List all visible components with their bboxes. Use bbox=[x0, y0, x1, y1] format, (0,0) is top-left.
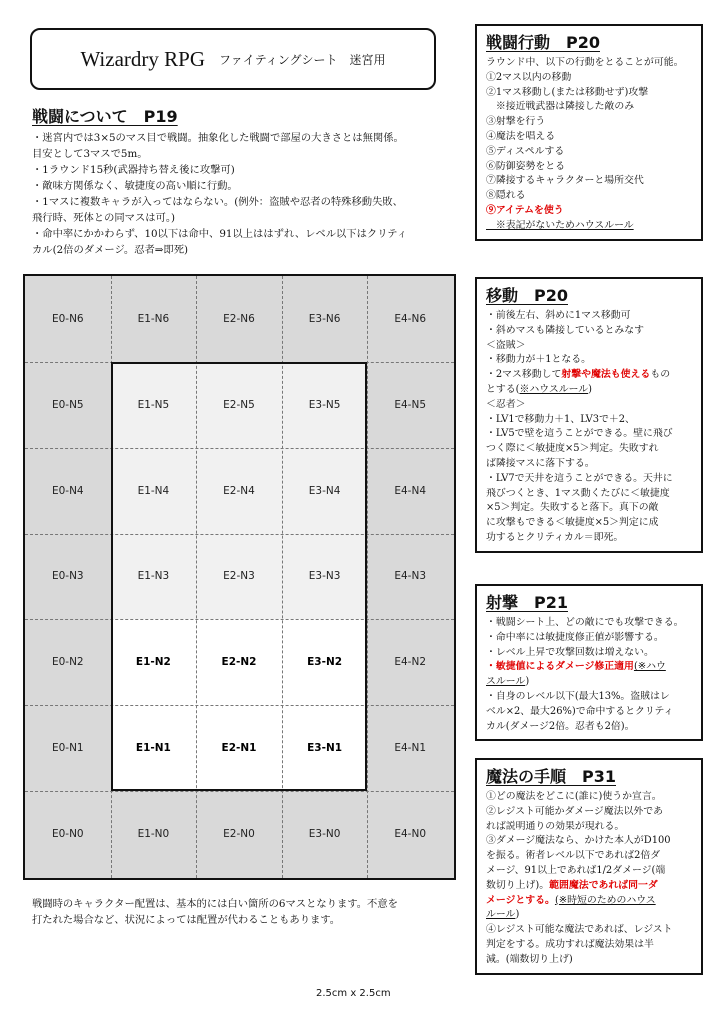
grid-cell: E3-N2 bbox=[307, 656, 343, 669]
shooting-line: ・レベル上昇で攻撃回数は増えない。 bbox=[486, 646, 654, 658]
movement-two-step-highlight: 射撃や魔法も使える bbox=[561, 369, 651, 381]
grid-cell: E1-N5 bbox=[137, 398, 170, 411]
grid-cell: E2-N4 bbox=[223, 484, 255, 497]
movement-line: ・移動力が＋1となる。 bbox=[486, 354, 592, 366]
magic-line: 判定をする。成功すれば魔法効果は半 bbox=[486, 938, 654, 950]
movement-house-rule: ※ハウスルール bbox=[519, 383, 589, 395]
magic-line: れば説明通りの効果が現れる。 bbox=[486, 820, 625, 832]
grid-cell: E4-N1 bbox=[394, 742, 426, 755]
magic-house-rule-a: (※時短のためのハウス bbox=[554, 894, 656, 906]
grid-cell: E0-N1 bbox=[51, 742, 84, 755]
grid-cell: E2-N3 bbox=[223, 570, 255, 583]
shooting-house-rule-b: スルール bbox=[486, 676, 526, 688]
action-line: ④魔法を唱える bbox=[486, 130, 556, 142]
shooting-box bbox=[475, 584, 703, 741]
magic-line: ②レジスト可能かダメージ魔法以外であ bbox=[486, 805, 664, 817]
magic-procedure-heading: 魔法の手順 P31 bbox=[486, 767, 616, 786]
grid-cell: E3-N5 bbox=[308, 398, 341, 411]
placement-note-line: 戦闘時のキャラクター配置は、基本的には白い箇所の6マスとなります。不意を bbox=[32, 898, 398, 910]
movement-line: 飛びつくとき、1マス動くたびに＜敏捷度 bbox=[486, 487, 670, 499]
shooting-modifier-line bbox=[486, 660, 694, 675]
magic-line: ④レジスト可能な魔法であれば、レジスト bbox=[486, 924, 673, 936]
about-line: ・敵味方関係なく、敏捷度の高い順に行動。 bbox=[32, 180, 238, 192]
action-item-number: ⑨ bbox=[486, 204, 496, 216]
fighting-grid bbox=[23, 274, 456, 880]
action-line: ⑦隣接するキャラクターと場所交代 bbox=[486, 175, 644, 187]
grid-cell: E1-N2 bbox=[135, 656, 171, 669]
grid-cell: E4-N5 bbox=[394, 398, 426, 411]
movement-line: ×5＞判定。失敗すると落下。真下の敵 bbox=[486, 502, 659, 514]
grid-cell: E0-N6 bbox=[51, 312, 84, 325]
magic-house-rule-line bbox=[486, 894, 694, 909]
about-line: ・命中率にかかわらず、10以下は命中、91以上ははずれ、レベル以下はクリティ bbox=[32, 228, 408, 240]
grid-cell: E1-N4 bbox=[137, 484, 170, 497]
action-item-label: アイテムを使う bbox=[495, 204, 564, 216]
about-combat-section bbox=[32, 104, 447, 258]
magic-line: 減。(端数切り上げ) bbox=[486, 953, 573, 965]
grid-cell: E2-N5 bbox=[223, 398, 255, 411]
grid-cell: E2-N0 bbox=[223, 828, 255, 841]
about-combat-heading: 戦闘について P19 bbox=[32, 107, 178, 126]
action-line: ①2マス以内の移動 bbox=[486, 71, 572, 83]
placement-note bbox=[32, 896, 452, 928]
combat-actions-heading: 戦闘行動 P20 bbox=[486, 33, 600, 52]
grid-cell: E1-N3 bbox=[137, 570, 170, 583]
magic-line: を振る。術者レベル以下であれば2倍ダ bbox=[486, 850, 661, 862]
magic-house-rule-line-2 bbox=[486, 908, 694, 923]
shooting-line: カル(ダメージ2倍。忍者も2倍)。 bbox=[486, 720, 635, 732]
magic-line: ①どの魔法をどこに(誰に)使うか宣言。 bbox=[486, 791, 662, 802]
shooting-heading: 射撃 P21 bbox=[486, 593, 568, 612]
magic-house-rule-b: ルール bbox=[486, 909, 516, 921]
magic-line: ③ダメージ魔法なら、かけた本人がD100 bbox=[486, 835, 671, 847]
sheet-subtitle: ファイティングシート 迷宮用 bbox=[218, 52, 386, 67]
grid-cell: E4-N4 bbox=[394, 484, 426, 497]
grid-cell: E4-N3 bbox=[394, 570, 426, 583]
shooting-house-rule-a: (※ハウ bbox=[633, 661, 666, 673]
movement-two-step-pre: ・2マス移動して bbox=[486, 369, 562, 381]
action-line: ⑧隠れる bbox=[486, 190, 526, 202]
sheet-title: Wizardry RPG bbox=[80, 46, 205, 71]
sheet-title-box bbox=[30, 28, 436, 90]
magic-round-up: 数切り上げ)。 bbox=[486, 879, 550, 891]
grid-cell: E2-N1 bbox=[221, 742, 257, 755]
movement-line: 功するとクリティカル＝即死。 bbox=[486, 531, 624, 543]
grid-cell: E3-N6 bbox=[308, 312, 341, 325]
action-line: ラウンド中、以下の行動をとることが可能。 bbox=[486, 57, 684, 68]
action-line: ※接近戦武器は隣接した敵のみ bbox=[486, 101, 635, 113]
movement-line: ・LV7で天井を這うことができる。天井に bbox=[486, 472, 673, 484]
action-line: ⑥防御姿勢をとる bbox=[486, 160, 566, 172]
action-line: ⑤ディスペルする bbox=[486, 145, 565, 157]
action-item-line bbox=[486, 204, 694, 219]
grid-cell: E3-N4 bbox=[308, 484, 341, 497]
movement-two-step-line bbox=[486, 368, 694, 383]
grid-cell: E3-N0 bbox=[308, 828, 341, 841]
about-line: ・1マスに複数キャラが入ってはならない。(例外：盗賊や忍者の特殊移動失敗、 bbox=[32, 196, 403, 208]
about-line: ・1ラウンド15秒(武器持ち替え後に攻撃可) bbox=[32, 164, 235, 176]
grid-scale-label: 2.5cm x 2.5cm bbox=[316, 988, 391, 999]
magic-house-rule-c: ) bbox=[515, 909, 520, 921]
shooting-line: ベル×2、最大26%)で命中するとクリティ bbox=[486, 705, 674, 717]
grid-cell: E4-N6 bbox=[394, 312, 426, 325]
movement-house-rule-line bbox=[486, 383, 694, 398]
movement-box bbox=[475, 277, 703, 553]
grid-cell: E0-N3 bbox=[51, 570, 84, 583]
shooting-modifier-highlight: ・敏捷値によるダメージ修正適用 bbox=[486, 661, 634, 673]
magic-procedure-box bbox=[475, 758, 703, 975]
grid-cell: E1-N6 bbox=[137, 312, 170, 325]
shooting-line: ・命中率には敏捷度修正値が影響する。 bbox=[486, 631, 664, 643]
grid-cell: E4-N0 bbox=[394, 828, 426, 841]
action-line: ②1マス移動し(または移動せず)攻撃 bbox=[486, 86, 649, 98]
grid-cell: E0-N4 bbox=[51, 484, 84, 497]
magic-area-highlight-b: メージとする。 bbox=[486, 894, 555, 906]
magic-line: メージ、91以上であれば1/2ダメージ(端 bbox=[486, 864, 666, 876]
grid-cell: E0-N0 bbox=[51, 828, 84, 841]
movement-line: ＜盗賊＞ bbox=[486, 339, 526, 351]
movement-heading: 移動 P20 bbox=[486, 286, 568, 305]
movement-house-post: ) bbox=[588, 383, 592, 395]
about-line: 飛行時、死体との同マスは可。) bbox=[32, 212, 176, 224]
grid-cell: E1-N1 bbox=[135, 742, 171, 755]
placement-note-line: 打たれた場合など、状況によっては配置が代わることもあります。 bbox=[32, 914, 341, 926]
about-line: ・迷宮内では3×5のマス目で戦闘。抽象化した戦闘で部屋の大きさとは無関係。 bbox=[32, 132, 404, 144]
shooting-house-rule-line bbox=[486, 675, 694, 690]
movement-line: ・LV1で移動力＋1、LV3で＋2、 bbox=[486, 413, 635, 425]
grid-cell: E2-N6 bbox=[223, 312, 255, 325]
movement-line: ば隣接マスに落下する。 bbox=[486, 457, 595, 469]
movement-line: ・前後左右、斜めに1マス移動可 bbox=[486, 310, 631, 321]
grid-cell: E2-N2 bbox=[221, 656, 257, 669]
grid-cell: E4-N2 bbox=[394, 656, 426, 669]
about-line: 目安として3マスで5m。 bbox=[32, 148, 148, 160]
movement-line: に攻撃もできる＜敏捷度×5＞判定に成 bbox=[486, 517, 659, 529]
shooting-line: ・戦闘シート上、どの敵にでも攻撃できる。 bbox=[486, 617, 684, 628]
movement-line: ＜忍者＞ bbox=[486, 398, 526, 410]
movement-line: つく際に＜敏捷度×5＞判定。失敗すれ bbox=[486, 443, 659, 455]
action-line: ③射撃を行う bbox=[486, 116, 546, 128]
movement-two-step-post: もの bbox=[650, 369, 671, 381]
action-house-note: ※表記がないためハウスルール bbox=[486, 219, 634, 231]
magic-area-line bbox=[486, 879, 694, 894]
grid-cell: E1-N0 bbox=[137, 828, 170, 841]
about-line: カル(2倍のダメージ。忍者⇒即死) bbox=[32, 244, 189, 256]
grid-cell: E3-N1 bbox=[307, 742, 343, 755]
movement-line: ・斜めマスも隣接しているとみなす bbox=[486, 324, 645, 336]
movement-house-pre: とする( bbox=[486, 383, 520, 395]
grid-cell: E0-N2 bbox=[51, 656, 84, 669]
shooting-line: ・自身のレベル以下(最大13%。盗賊はレ bbox=[486, 690, 670, 702]
magic-area-highlight-a: 範囲魔法であれば同一ダ bbox=[549, 879, 658, 891]
grid-cell: E0-N5 bbox=[51, 398, 84, 411]
movement-line: ・LV5で壁を這うことができる。壁に飛び bbox=[486, 428, 673, 440]
grid-cell: E3-N3 bbox=[308, 570, 341, 583]
combat-actions-box bbox=[475, 24, 703, 241]
shooting-house-rule-c: ) bbox=[525, 676, 530, 688]
